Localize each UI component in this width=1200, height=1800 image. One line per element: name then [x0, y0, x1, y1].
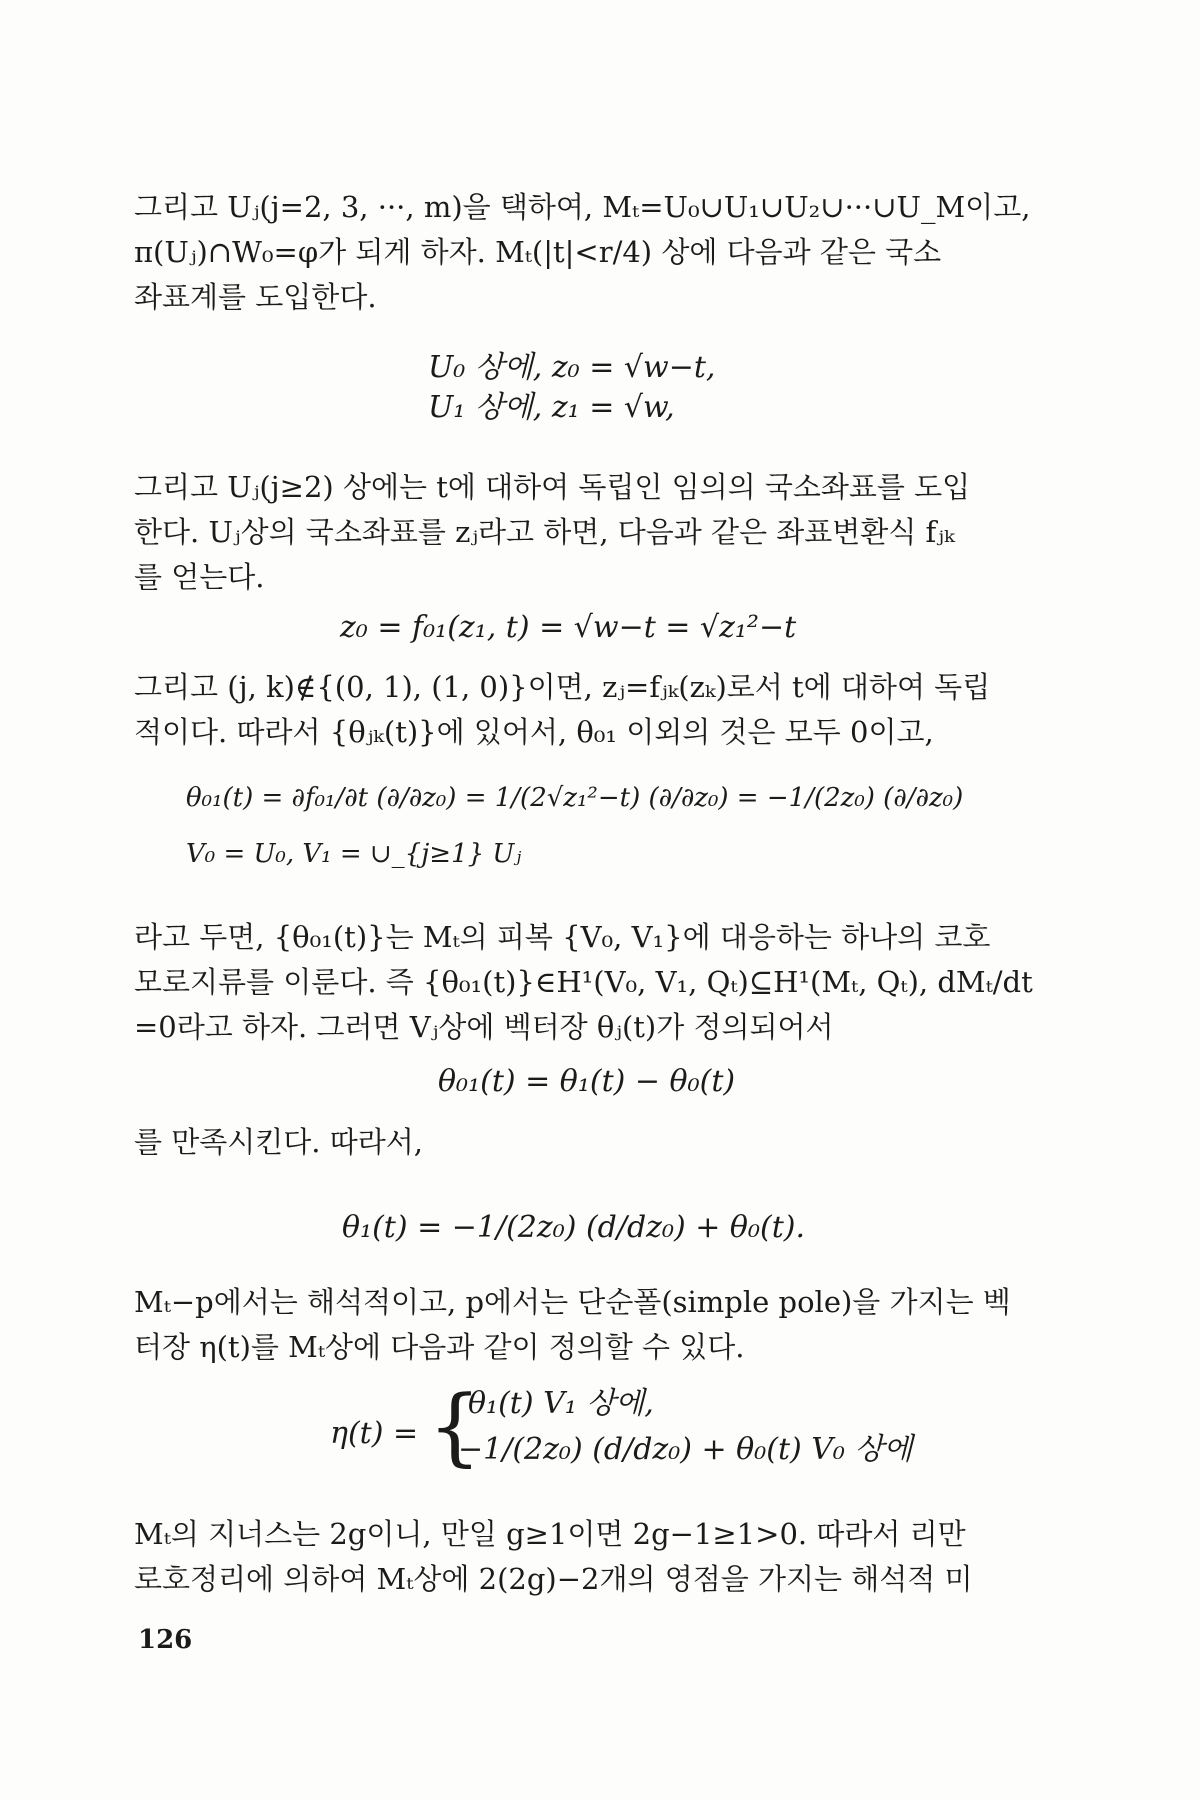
equation-local-coordinates	[428, 348, 715, 428]
text-line: π(Uⱼ)∩W₀=φ가 되게 하자. Mₜ(|t|<r/4) 상에 다음과 같은 국소	[134, 235, 942, 269]
text-line: Mₜ−p에서는 해석적이고, p에서는 단순폴(simple pole)을 가지는 벡	[134, 1285, 1011, 1319]
text-line: Mₜ의 지너스는 2g이니, 만일 g≥1이면 2g−1≥1>0. 따라서 리만	[134, 1517, 966, 1551]
equation-line: U₁ 상에, z₁ = √w,	[428, 390, 675, 425]
paragraph-1	[134, 185, 1031, 320]
text-line: 로호정리에 의하여 Mₜ상에 2(2g)−2개의 영점을 가지는 해석적 미	[134, 1562, 973, 1596]
equation-line: θ₀₁(t) = ∂f₀₁/∂t (∂/∂z₀) = 1/(2√z₁²−t) (∂/∂z₀) = −1/(2z₀) (∂/∂z₀)	[186, 783, 964, 813]
equation-line: θ₀₁(t) = θ₁(t) − θ₀(t)	[438, 1064, 736, 1099]
page-number: 126	[138, 1625, 193, 1655]
text-line: 좌표계를 도입한다.	[134, 280, 377, 314]
equation-line: U₀ 상에, z₀ = √w−t,	[428, 350, 716, 385]
text-line: =0라고 하자. 그러면 Vⱼ상에 벡터장 θⱼ(t)가 정의되어서	[134, 1010, 834, 1044]
paragraph-4	[134, 915, 1033, 1050]
equation-case: θ₁(t) V₁ 상에,	[468, 1386, 654, 1421]
equation-theta-difference	[438, 1062, 735, 1102]
paragraph-7	[134, 1512, 1014, 1602]
equation-coordinate-transform	[340, 608, 796, 648]
equation-theta01	[186, 778, 963, 874]
text-line: 모로지류를 이룬다. 즉 {θ₀₁(t)}∈H¹(V₀, V₁, Qₜ)⊆H¹(Mₜ, Qₜ), dMₜ/dt	[134, 965, 1033, 999]
text-line: 그리고 (j, k)∉{(0, 1), (1, 0)}이면, zⱼ=fⱼₖ(zₖ)로서 t에 대하여 독립	[134, 670, 991, 704]
equation-line: V₀ = U₀, V₁ = ∪_{j≥1} Uⱼ	[186, 839, 522, 869]
equation-theta1	[342, 1208, 805, 1248]
equation-case: −1/(2z₀) (d/dz₀) + θ₀(t) V₀ 상에	[458, 1432, 913, 1467]
text-line: 한다. Uⱼ상의 국소좌표를 zⱼ라고 하면, 다음과 같은 좌표변환식 fⱼₖ	[134, 515, 955, 549]
text-line: 터장 η(t)를 Mₜ상에 다음과 같이 정의할 수 있다.	[134, 1330, 745, 1364]
text-line: 를 얻는다.	[134, 560, 265, 594]
text-line: 그리고 Uⱼ(j=2, 3, ···, m)을 택하여, Mₜ=U₀∪U₁∪U₂∪···∪U_M이고,	[134, 190, 1031, 224]
text-line: 라고 두면, {θ₀₁(t)}는 Mₜ의 피복 {V₀, V₁}에 대응하는 하나의 코호	[134, 920, 991, 954]
equation-lhs: η(t) =	[330, 1416, 419, 1451]
paragraph-6	[134, 1280, 1014, 1370]
equation-line: θ₁(t) = −1/(2z₀) (d/dz₀) + θ₀(t).	[342, 1210, 806, 1245]
equation-line: z₀ = f₀₁(z₁, t) = √w−t = √z₁²−t	[340, 610, 797, 645]
paragraph-3	[134, 665, 1014, 755]
text-line: 그리고 Uⱼ(j≥2) 상에는 t에 대하여 독립인 임의의 국소좌표를 도입	[134, 470, 971, 504]
text-line: 적이다. 따라서 {θⱼₖ(t)}에 있어서, θ₀₁ 이외의 것은 모두 0이고,	[134, 715, 934, 749]
brace-symbol: {	[428, 1377, 482, 1475]
text-line: 를 만족시킨다. 따라서,	[134, 1125, 423, 1159]
paragraph-2	[134, 465, 1014, 600]
paragraph-5	[134, 1120, 1014, 1165]
